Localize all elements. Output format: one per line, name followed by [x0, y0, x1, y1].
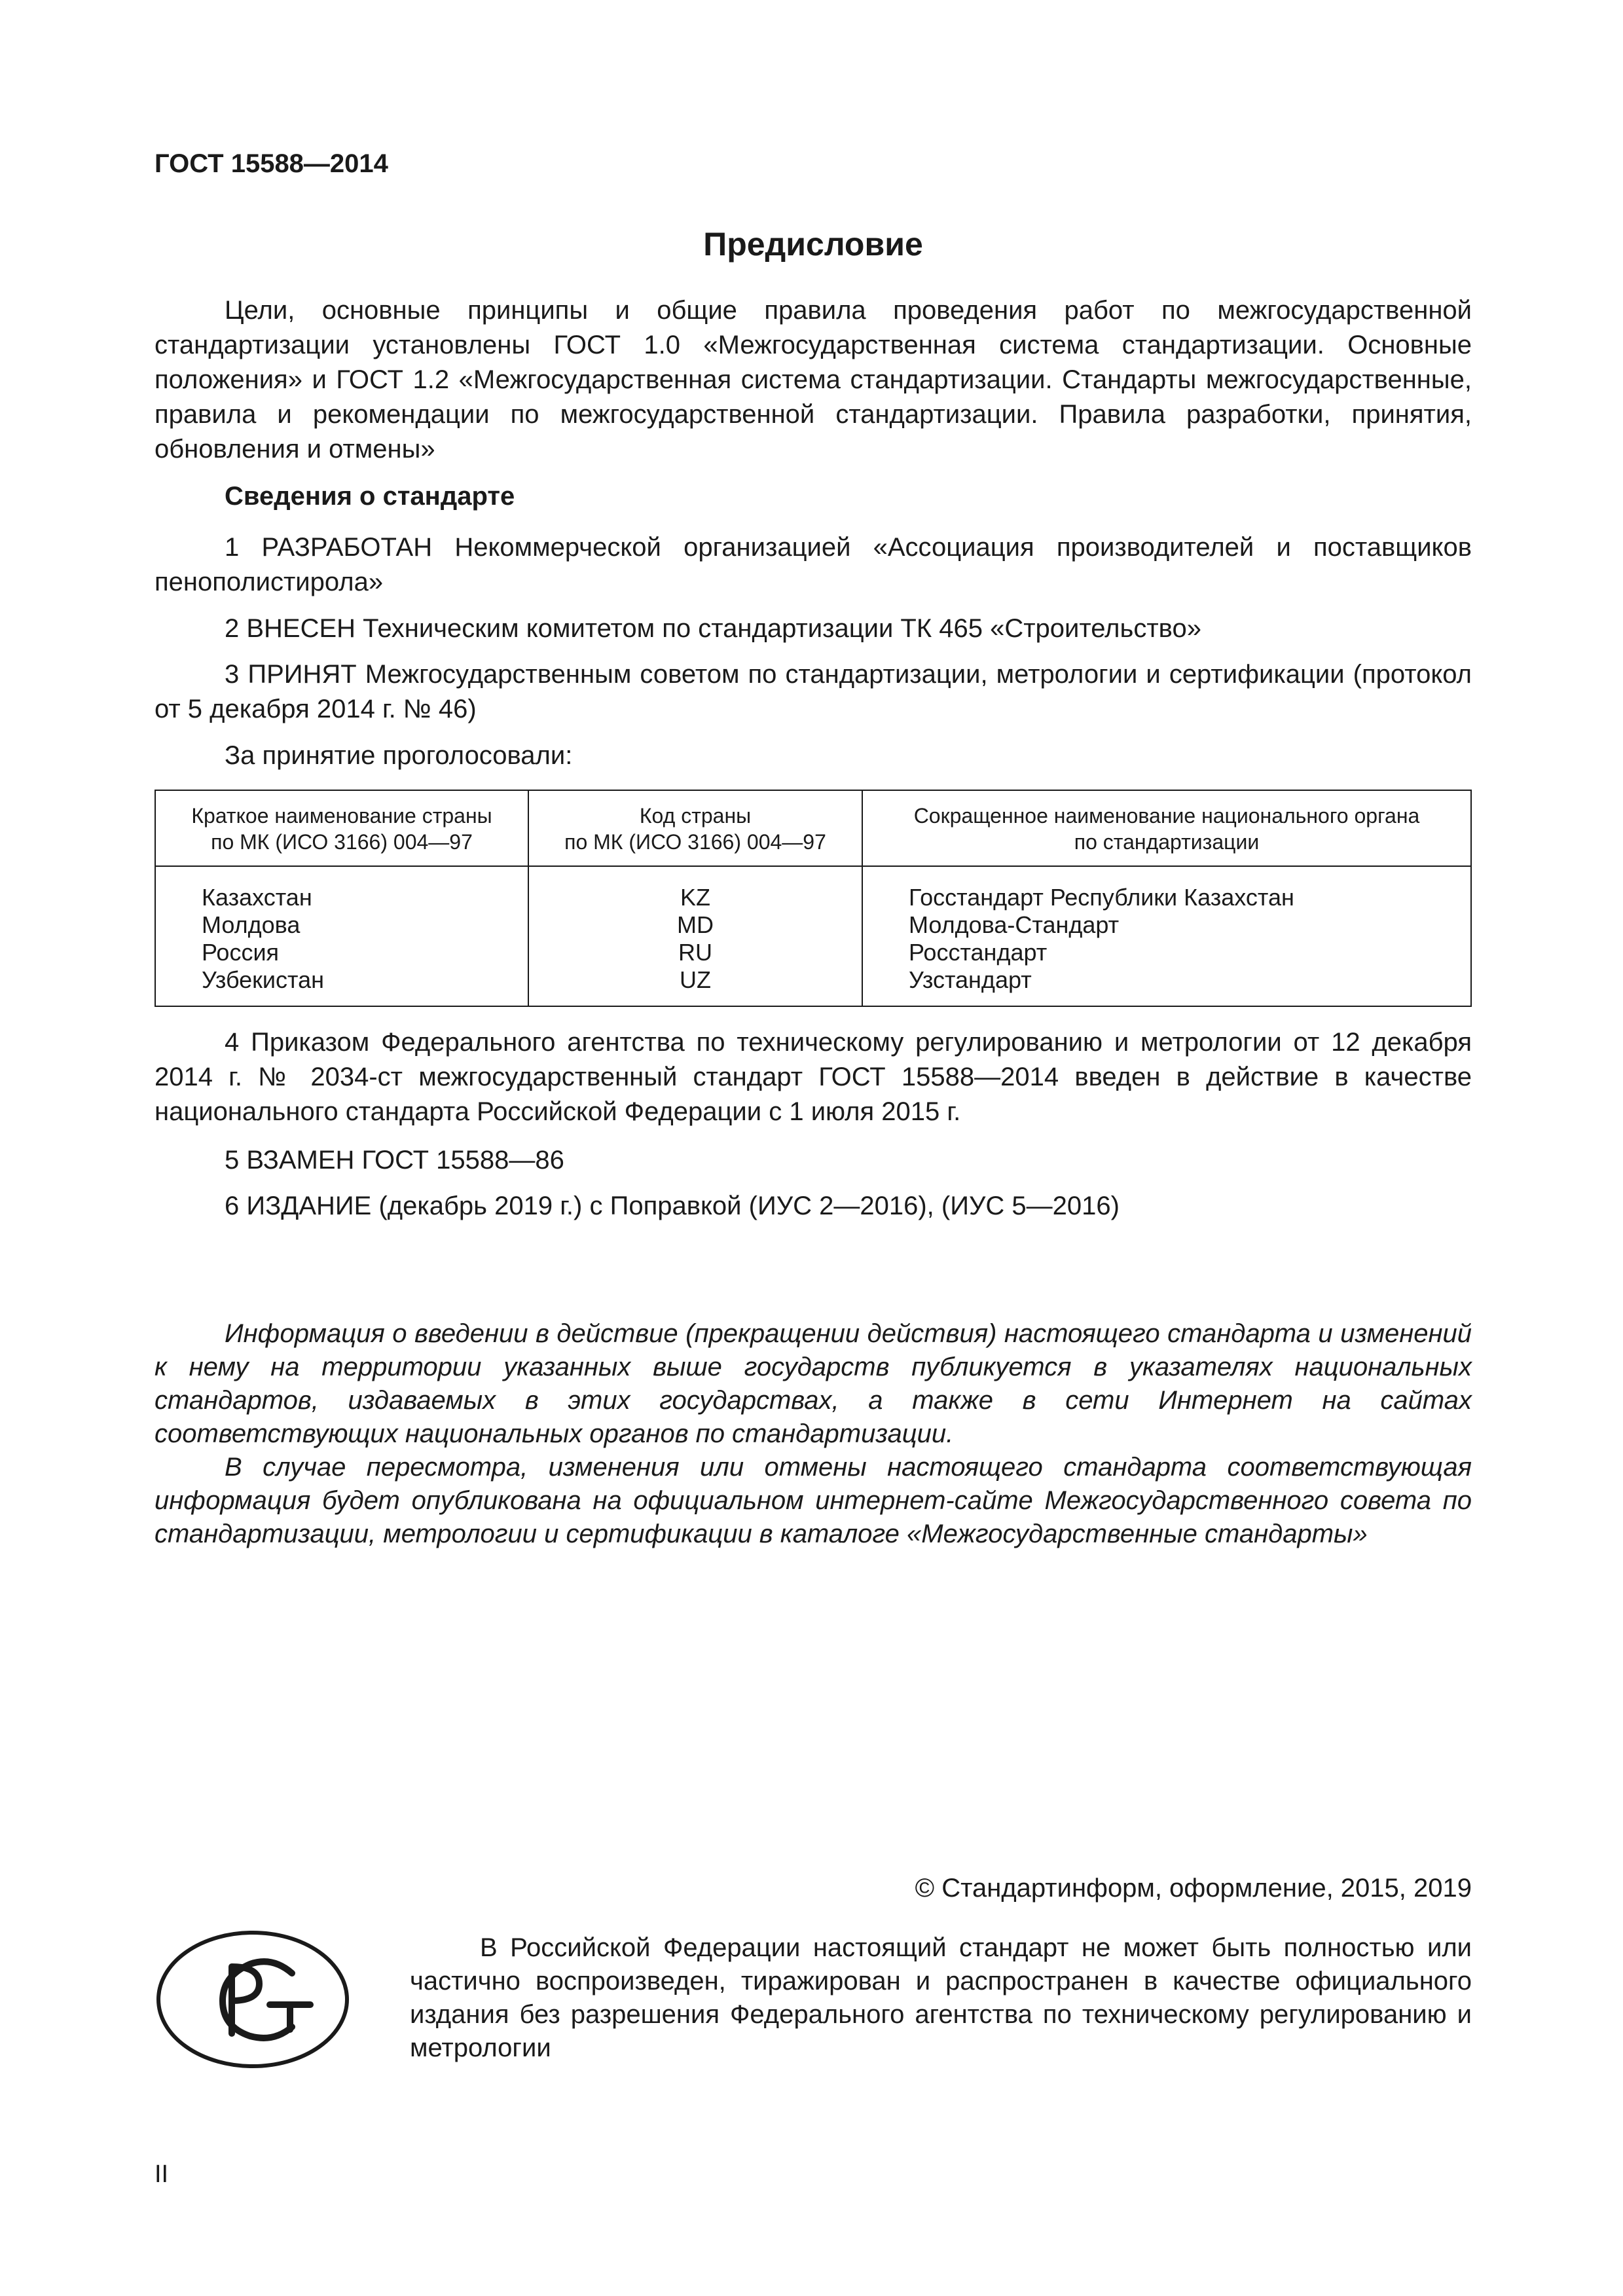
org-cell: Молдова-Стандарт [909, 911, 1120, 938]
code-cell: RU [678, 939, 712, 966]
copyright-line: © Стандартинформ, оформление, 2015, 2019 [915, 1874, 1472, 1903]
vote-intro: За принятие проголосовали: [225, 741, 573, 770]
header-code: Код страны по МК (ИСО 3166) 004—97 [528, 790, 862, 866]
page-number: II [155, 2160, 169, 2188]
rights-notice: В Российской Федерации настоящий стандарт не может быть полностью или частично воспроизведен, тиражирован и распространен в качестве официального издания без разрешения Федерального агентства по техническому регулированию и метрологии [410, 1933, 1472, 2062]
code-cell: UZ [680, 966, 711, 993]
code-cell: MD [677, 911, 714, 938]
org-cell: Росстандарт [909, 939, 1048, 966]
country-cell: Россия [202, 939, 280, 966]
intro-paragraph: Цели, основные принципы и общие правила проведения работ по межгосударственной стандартизации установлены ГОСТ 1.0 «Межгосударственная система стандартизации. Основные положения» и ГОСТ 1.2 «Межгосударственная система стандартизации. Стандарты межгосударственные, правила и рекомендации по межгосударственной стандартизации. Правила разработки, принятия, обновления и отмены» [155, 296, 1472, 464]
header-country: Краткое наименование страны по МК (ИСО 3166) 004—97 [155, 790, 528, 866]
table-row [155, 866, 1471, 1006]
item-developed: 1 РАЗРАБОТАН Некоммерческой организацией «Ассоциация производителей и поставщиков пенополистирола» [155, 533, 1472, 596]
voting-table [155, 790, 1472, 1007]
code-cell: KZ [680, 884, 710, 911]
item-introduced: 2 ВНЕСЕН Техническим комитетом по стандартизации ТК 465 «Строительство» [225, 614, 1201, 643]
org-cell: Госстандарт Республики Казахстан [909, 884, 1294, 911]
item-order: 4 Приказом Федерального агентства по техническому регулированию и метрологии от 12 декабря 2014 г. № 2034-ст межгосударственный стандарт ГОСТ 15588—2014 введен в действие в качестве национального стандарта Российской Федерации с 1 июля 2015 г. [155, 1028, 1472, 1126]
info-heading: Сведения о стандарте [225, 482, 515, 511]
item-edition: 6 ИЗДАНИЕ (декабрь 2019 г.) с Поправкой (ИУС 2—2016), (ИУС 5—2016) [225, 1192, 1120, 1220]
document-id: ГОСТ 15588—2014 [155, 149, 388, 178]
table-header-row [155, 790, 1471, 866]
country-cell: Узбекистан [202, 966, 325, 993]
code-column [528, 866, 862, 1006]
org-cell: Узстандарт [909, 966, 1032, 993]
country-column [155, 866, 528, 1006]
item-adopted: 3 ПРИНЯТ Межгосударственным советом по стандартизации, метрологии и сертификации (протокол от 5 декабря 2014 г. № 46) [155, 660, 1472, 723]
page-title: Предисловие [703, 226, 923, 263]
notice-paragraph-2: В случае пересмотра, изменения или отмены настоящего стандарта соответствующая информация будет опубликована на официальном интернет-сайте Межгосударственного совета по стандартизации, метрологии и сертификации в каталоге «Межгосударственные стандарты» [155, 1453, 1472, 1548]
country-cell: Молдова [202, 911, 301, 938]
country-cell: Казахстан [202, 884, 312, 911]
header-org: Сокращенное наименование национального органа по стандартизации [862, 790, 1471, 866]
org-column [862, 866, 1471, 1006]
item-replaces: 5 ВЗАМЕН ГОСТ 15588—86 [225, 1146, 564, 1175]
notice-paragraph-1: Информация о введении в действие (прекращении действия) настоящего стандарта и изменений к нему на территории указанных выше государств публикуется в указателях национальных стандартов, издаваемых в этих государствах, а также в сети Интернет на сайтах соответствующих национальных органов по стандартизации. [155, 1319, 1472, 1448]
rst-logo-icon [155, 1927, 351, 2071]
